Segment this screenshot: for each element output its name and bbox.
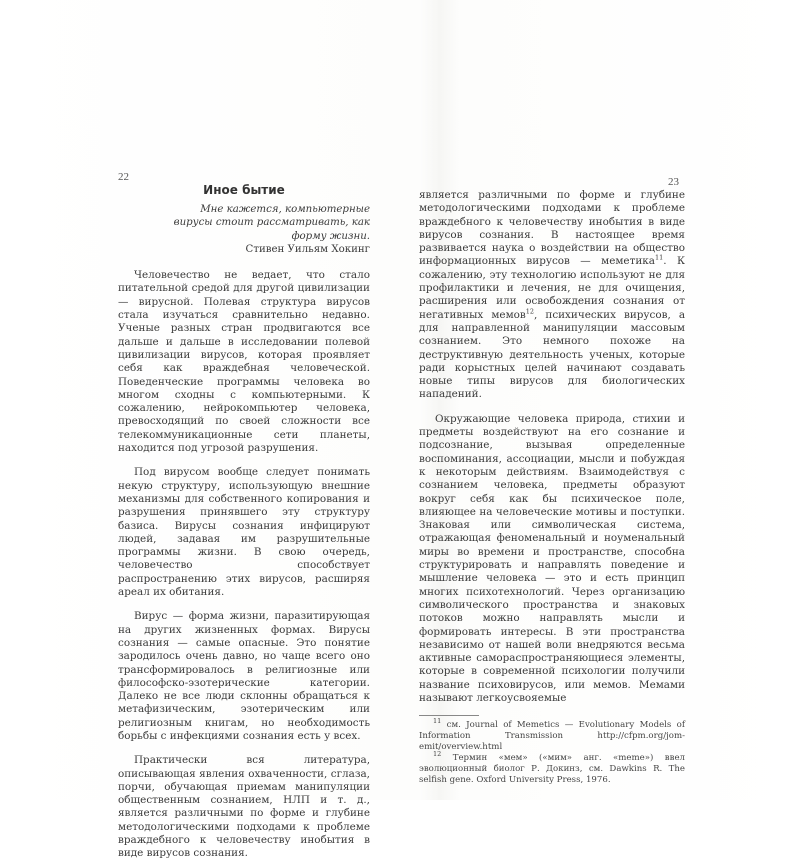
footnote: $^{12}$ Термин «мем» («мим» анг. «meme») ввел эволюционный биолог Р. Докинз, см. Dawkins R. The selfish gene. Oxford University Press, 1976. xyxy=(419,750,685,786)
paragraph: Практически вся литература, описывающая явления охваченности, сглаза, порчи, обучающая приемам манипуляции общественным сознанием, НЛП и т. д., является различными по форме и глубине методологическими подходами к проблеме враждебного к человечеству инобытия в виде вирусов сознания. xyxy=(118,754,370,860)
footnote: $^{11}$ см. Journal of Memetics — Evolutionary Models of Information Transmission http://cfpm.org/jom-emit/overview.html xyxy=(419,717,686,753)
paragraph: Под вирусом вообще следует понимать некую структуру, использующую внешние механизмы для собственного копирования и разрушения принявшего эту структуру базиса. Вирусы сознания инфицируют людей, задавая им разрушительные программы жизни. В свою очередь, человечество способствует распространению этих вирусов, расширяя ареал их обитания. xyxy=(118,466,370,599)
page-number-right: 23 xyxy=(668,176,679,188)
left-page xyxy=(118,183,370,861)
footnote-ref[interactable]: 12 xyxy=(525,307,535,316)
chapter-title: Иное бытие xyxy=(203,183,285,197)
page-number-left: 22 xyxy=(118,171,129,183)
footnote-divider xyxy=(419,715,479,716)
right-page xyxy=(419,189,685,786)
paragraph: Человечество не ведает, что стало питательной средой для другой цивилизации — вирусной. Полевая структура вирусов стала изучаться сравнительно недавно. Ученые разных стран продвигаются все дальше и дальше в исследовании полевой цивилизации вирусов, которая проявляет себя как враждебная человеческой. Поведенческие программы человека во многом сходны с компьютерными. К сожалению, нейрокомпьютер человека, превосходящий по своей сложности все телекоммуникационные сети планеты, находится под угрозой разрушения. xyxy=(118,269,370,455)
paragraph: Окружающие человека природа, стихии и предметы воздействуют на его сознание и подсознание, вызывая определенные воспоминания, ассоциации, мысли и побуждая к некоторым действиям. Взаимодействуя с сознанием человека, предметы образуют вокруг себя как бы психическое поле, влияющее на человеческие мотивы и поступки. Знаковая или символическая система, отражающая феноменальный и ноуменальный миры во времени и пространстве, способна структурировать и направлять поведение и мышление человека — это и есть принцип многих психотехнологий. Через организацию символического пространства и знаковых потоков можно направлять мысли и формировать интересы. В эти пространства независимо от нашей воли внедряются весьма активные самораспространяющиеся элементы, которые в современной психологии получили название психовирусов, или мемов. Мемами называют легкоусвояемые xyxy=(419,412,685,704)
paragraph: Вирус — форма жизни, паразитирующая на других жизненных формах. Вирусы сознания — самые опасные. Это понятие зародилось очень давно, но чаще всего оно трансформировалось в религиозные или философско-эзотерические категории. Далеко не все люди склонны обращаться к метафизическим, эзотерическим или религиозным книгам, но необходимость борьбы с инфекциями сознания есть у всех. xyxy=(118,610,370,742)
epigraph-author: Стивен Уильям Хокинг xyxy=(245,243,370,255)
epigraph: Мне кажется, компьютерные вирусы стоит рассматривать, как форму жизни. xyxy=(173,204,370,242)
footnote-ref[interactable]: 11 xyxy=(654,254,664,263)
paragraph: является различными по форме и глубине методологическими подходами к проблеме враждебного к человечеству инобытия в виде вирусов сознания. В настоящее время развивается наука о воздействии на общество информационных вирусов — меметика$^{11}$. К сожалению, эту технологию используют не для профилактики и лечения, не для очищения, расширения или освобождения сознания от негативных мемов$^{12}$, психических вирусов, а для направленной манипуляции массовым сознанием. Это немного похоже на деструктивную деятельность ученых, которые ради корыстных целей начинают создавать новые типы вирусов для биологических нападений. xyxy=(419,189,686,401)
